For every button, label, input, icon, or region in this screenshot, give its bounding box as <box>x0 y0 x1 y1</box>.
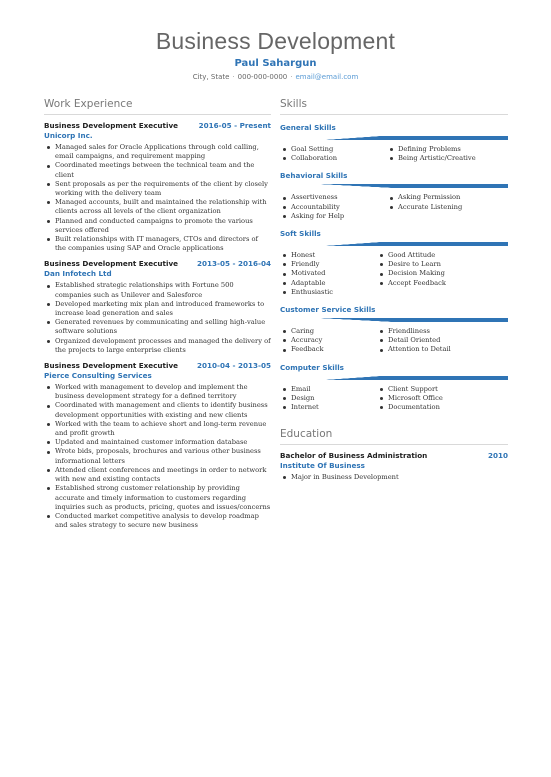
job-bullets <box>44 143 271 253</box>
job-entry <box>44 121 271 253</box>
job-date: 2010-04 - 2013-05 <box>197 361 271 371</box>
list-item: Generated revenues by communicating and selling high-value software solutions <box>55 318 271 336</box>
section-title-work: Work Experience <box>44 98 271 115</box>
list-item: Goal Setting <box>291 145 387 154</box>
list-item: Accuracy <box>291 336 377 345</box>
company-name: Pierce Consulting Services <box>44 371 152 381</box>
list-item: Caring <box>291 327 377 336</box>
list-item: Organized development processes and managed the delivery of the projects to large enterprise clients <box>55 336 271 354</box>
list-item: Enthusiastic <box>291 288 377 297</box>
candidate-name: Paul Sahargun <box>234 58 317 69</box>
company-name: Dan Infotech Ltd <box>44 269 112 279</box>
job-title: Business Development Executive <box>44 259 179 269</box>
list-item: Desire to Learn <box>388 260 508 269</box>
work-experience-column <box>44 98 271 530</box>
list-item: Adaptable <box>291 279 377 288</box>
list-item: Accept Feedback <box>388 279 508 288</box>
list-item: Assertiveness <box>291 193 387 202</box>
skill-divider-bar <box>280 184 508 188</box>
list-item: Accurate Listening <box>398 203 508 212</box>
list-item: Being Artistic/Creative <box>398 154 508 163</box>
list-item: Managed sales for Oracle Applications through cold calling, email campaigns, and requirement mapping <box>55 143 271 161</box>
list-item: Feedback <box>291 345 377 354</box>
job-title: Business Development Executive <box>44 121 179 130</box>
list-item: Good Attitude <box>388 251 508 260</box>
skill-list <box>377 385 508 413</box>
list-item: Coordinated with management and clients to identify business development opportunities with existing and new clients <box>55 401 271 419</box>
list-item: Coordinated meetings between the technical team and the client <box>55 161 271 179</box>
list-item: Managed accounts, built and maintained the relationship with clients across all levels of the client organization <box>55 198 271 216</box>
list-item: Conducted market competitive analysis to develop roadmap and sales strategy to secure new business <box>55 512 271 530</box>
list-item: Client Support <box>388 385 508 394</box>
education-entry <box>280 451 508 482</box>
list-item: Microsoft Office <box>388 394 508 403</box>
list-item: Updated and maintained customer information database <box>55 438 271 447</box>
skill-divider-bar <box>280 242 508 246</box>
degree-title: Bachelor of Business Administration <box>280 451 428 461</box>
list-item: Email <box>291 385 377 394</box>
skill-divider-bar <box>280 136 508 140</box>
resume-header <box>0 28 551 82</box>
contact-line <box>0 72 551 82</box>
phone: 000-000-0000 <box>237 73 288 81</box>
list-item: Collaboration <box>291 154 387 163</box>
skill-group <box>280 229 508 297</box>
job-bullets <box>44 383 271 530</box>
job-date: 2016-05 - Present <box>198 121 271 130</box>
list-item: Attention to Detail <box>388 345 508 354</box>
list-item: Sent proposals as per the requirements of the client by closely working with the delivery team <box>55 180 271 198</box>
job-title: Business Development Executive <box>44 361 179 371</box>
list-item: Friendliness <box>388 327 508 336</box>
skill-list <box>387 145 508 163</box>
list-item: Worked with the team to achieve short and long-term revenue and profit growth <box>55 420 271 438</box>
skill-list <box>280 193 387 221</box>
school-name: Institute Of Business <box>280 461 365 471</box>
skill-group <box>280 363 508 413</box>
skill-list <box>280 327 377 355</box>
job-bullets <box>44 281 271 355</box>
graduation-year: 2010 <box>487 451 508 461</box>
skill-group-title: Behavioral Skills <box>280 171 348 181</box>
list-item: Motivated <box>291 269 377 278</box>
skill-group-title: Customer Service Skills <box>280 305 376 315</box>
email-link[interactable]: email@email.com <box>295 73 359 81</box>
skill-list <box>280 251 377 297</box>
separator: · <box>232 73 235 81</box>
list-item: Asking for Help <box>291 212 387 221</box>
list-item: Developed marketing mix plan and introduced frameworks to increase lead generation and sales <box>55 300 271 318</box>
job-date: 2013-05 - 2016-04 <box>197 259 271 269</box>
section-title-education: Education <box>280 428 508 445</box>
list-item: Worked with management to develop and implement the business development strategy for a defined territory <box>55 383 271 401</box>
section-title-skills: Skills <box>280 98 508 115</box>
skill-list <box>387 193 508 221</box>
list-item: Detail Oriented <box>388 336 508 345</box>
list-item: Documentation <box>388 403 508 412</box>
skill-group <box>280 305 508 355</box>
list-item: Wrote bids, proposals, brochures and various other business informational letters <box>55 447 271 465</box>
skill-list <box>280 145 387 163</box>
skill-group-title: Computer Skills <box>280 362 344 372</box>
separator: · <box>290 73 293 81</box>
list-item: Decision Making <box>388 269 508 278</box>
list-item: Defining Problems <box>398 145 508 154</box>
list-item: Major in Business Development <box>291 473 508 482</box>
skill-list <box>280 385 377 413</box>
list-item: Honest <box>291 251 377 260</box>
skill-group-title: Soft Skills <box>280 229 321 239</box>
list-item: Friendly <box>291 260 377 269</box>
skill-divider-bar <box>280 376 508 380</box>
location: City, State <box>192 73 230 81</box>
skill-list <box>377 327 508 355</box>
job-entry <box>44 259 271 355</box>
list-item: Built relationships with IT managers, CTOs and directors of the companies using SAP and Oracle applications <box>55 235 271 253</box>
list-item: Attended client conferences and meetings in order to network with new and existing contacts <box>55 466 271 484</box>
list-item: Established strong customer relationship by providing accurate and timely information to customers regarding inquiries such as products, pricing, quotes and issues/concerns <box>55 484 271 511</box>
skill-group <box>280 123 508 163</box>
skill-list <box>377 251 508 297</box>
job-entry <box>44 361 271 530</box>
list-item: Internet <box>291 403 377 412</box>
education-section <box>280 428 508 482</box>
list-item: Established strategic relationships with Fortune 500 companies such as Unilever and Salesforce <box>55 281 271 299</box>
list-item: Design <box>291 394 377 403</box>
list-item: Planned and conducted campaigns to promote the various services offered <box>55 217 271 235</box>
skills-column <box>280 98 508 482</box>
list-item: Accountability <box>291 203 387 212</box>
skill-group <box>280 171 508 221</box>
skill-group-title: General Skills <box>280 123 336 132</box>
list-item: Asking Permission <box>398 193 508 202</box>
resume-title: Business Development <box>155 28 396 54</box>
skill-divider-bar <box>280 318 508 322</box>
education-bullets <box>280 473 508 482</box>
company-name: Unicorp Inc. <box>44 131 93 140</box>
